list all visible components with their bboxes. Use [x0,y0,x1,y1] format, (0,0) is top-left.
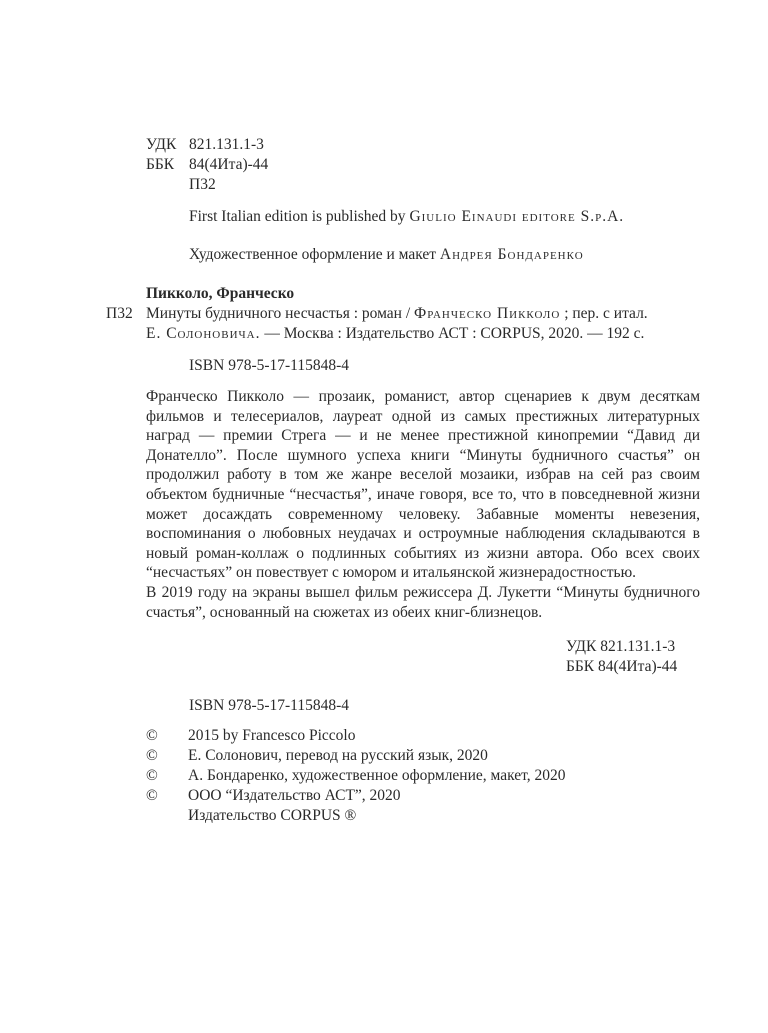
udk-line [146,136,264,154]
designer-name: Андрея Бондаренко [439,246,584,263]
copyright-icon: © [146,767,158,784]
bib-translation: ; пер. с итал. [560,305,648,322]
bib-imprint-line [146,325,644,343]
isbn-bottom: ISBN 978-5-17-115848-4 [189,697,350,714]
design-note-text: Художественное оформление и макет [189,246,440,263]
copyright-icon: © [146,747,158,764]
copyright-line [146,727,355,745]
bib-title-line [146,305,648,323]
footer-bbk: ББК 84(4Ита)-44 [566,658,678,675]
annotation-paragraph-2: В 2019 году на экраны вышел фильм режиссера Д. Лукетти “Минуты будничного счастья”, основанный на сюжетах из обеих книг-близнецов. [146,583,700,621]
bib-translator: Е. Солоновича. [146,325,261,342]
copyright-icon: © [146,787,158,804]
author-heading: Пикколо, Франческо [146,285,295,302]
copyright-icon: © [146,727,158,744]
bbk-line [146,156,268,174]
copyright-text: Е. Солонович, перевод на русский язык, 2020 [188,747,488,764]
bib-author: Франческо Пикколо [414,305,561,322]
edition-publisher: Giulio Einaudi editore S.p.A. [409,208,625,225]
udk-value: 821.131.1-3 [189,136,264,153]
bbk-label: ББК [146,156,175,173]
edition-note-text: First Italian edition is published by [189,208,410,225]
annotation [146,387,700,622]
bbk-value: 84(4Ита)-44 [189,156,269,173]
copyright-text: 2015 by Francesco Piccolo [188,727,356,744]
copyright-text: А. Бондаренко, художественное оформление, макет, 2020 [188,767,566,784]
copyright-text: ООО “Издательство АСТ”, 2020 [188,787,401,804]
copyright-line [146,767,566,785]
bib-title: Минуты будничного несчастья : роман / [146,305,415,322]
isbn-top: ISBN 978-5-17-115848-4 [189,357,350,374]
annotation-paragraph-1: Франческо Пикколо — прозаик, романист, автор сценариев к двум десяткам фильмов и телесериалов, лауреат одной из самых престижных литературных наград — премии Стрега — и не менее престижной кинопремии “Давид ди Донателло”. После шумного успеха книги “Минуты будничного счастья” он продолжил работу в том же жанре веселой мозаики, избрав на сей раз своим объектом будничные “несчастья”, иначе говоря, все то, что в повседневной жизни может досаждать современному человеку. Забавные моменты невезения, воспоминания о любовных неудачах и остроумные наблюдения складываются в новый роман-коллаж о подлинных событиях из жизни автора. Обо всех своих “несчастьях” он повествует с юмором и итальянской жизнерадостностью. [146,388,700,582]
copyright-line [146,787,401,805]
udk-label: УДК [146,136,177,153]
footer-udk: УДК 821.131.1-3 [566,638,676,655]
copyright-line [146,807,356,825]
edition-note [189,208,624,226]
publisher-imprint: Издательство CORPUS ® [188,807,357,824]
author-mark: П32 [189,176,216,193]
bib-imprint: — Москва : Издательство АСТ : CORPUS, 2020. — 192 с. [260,325,645,342]
design-note [189,246,584,264]
copyright-line [146,747,488,765]
bib-author-mark: П32 [106,305,133,322]
